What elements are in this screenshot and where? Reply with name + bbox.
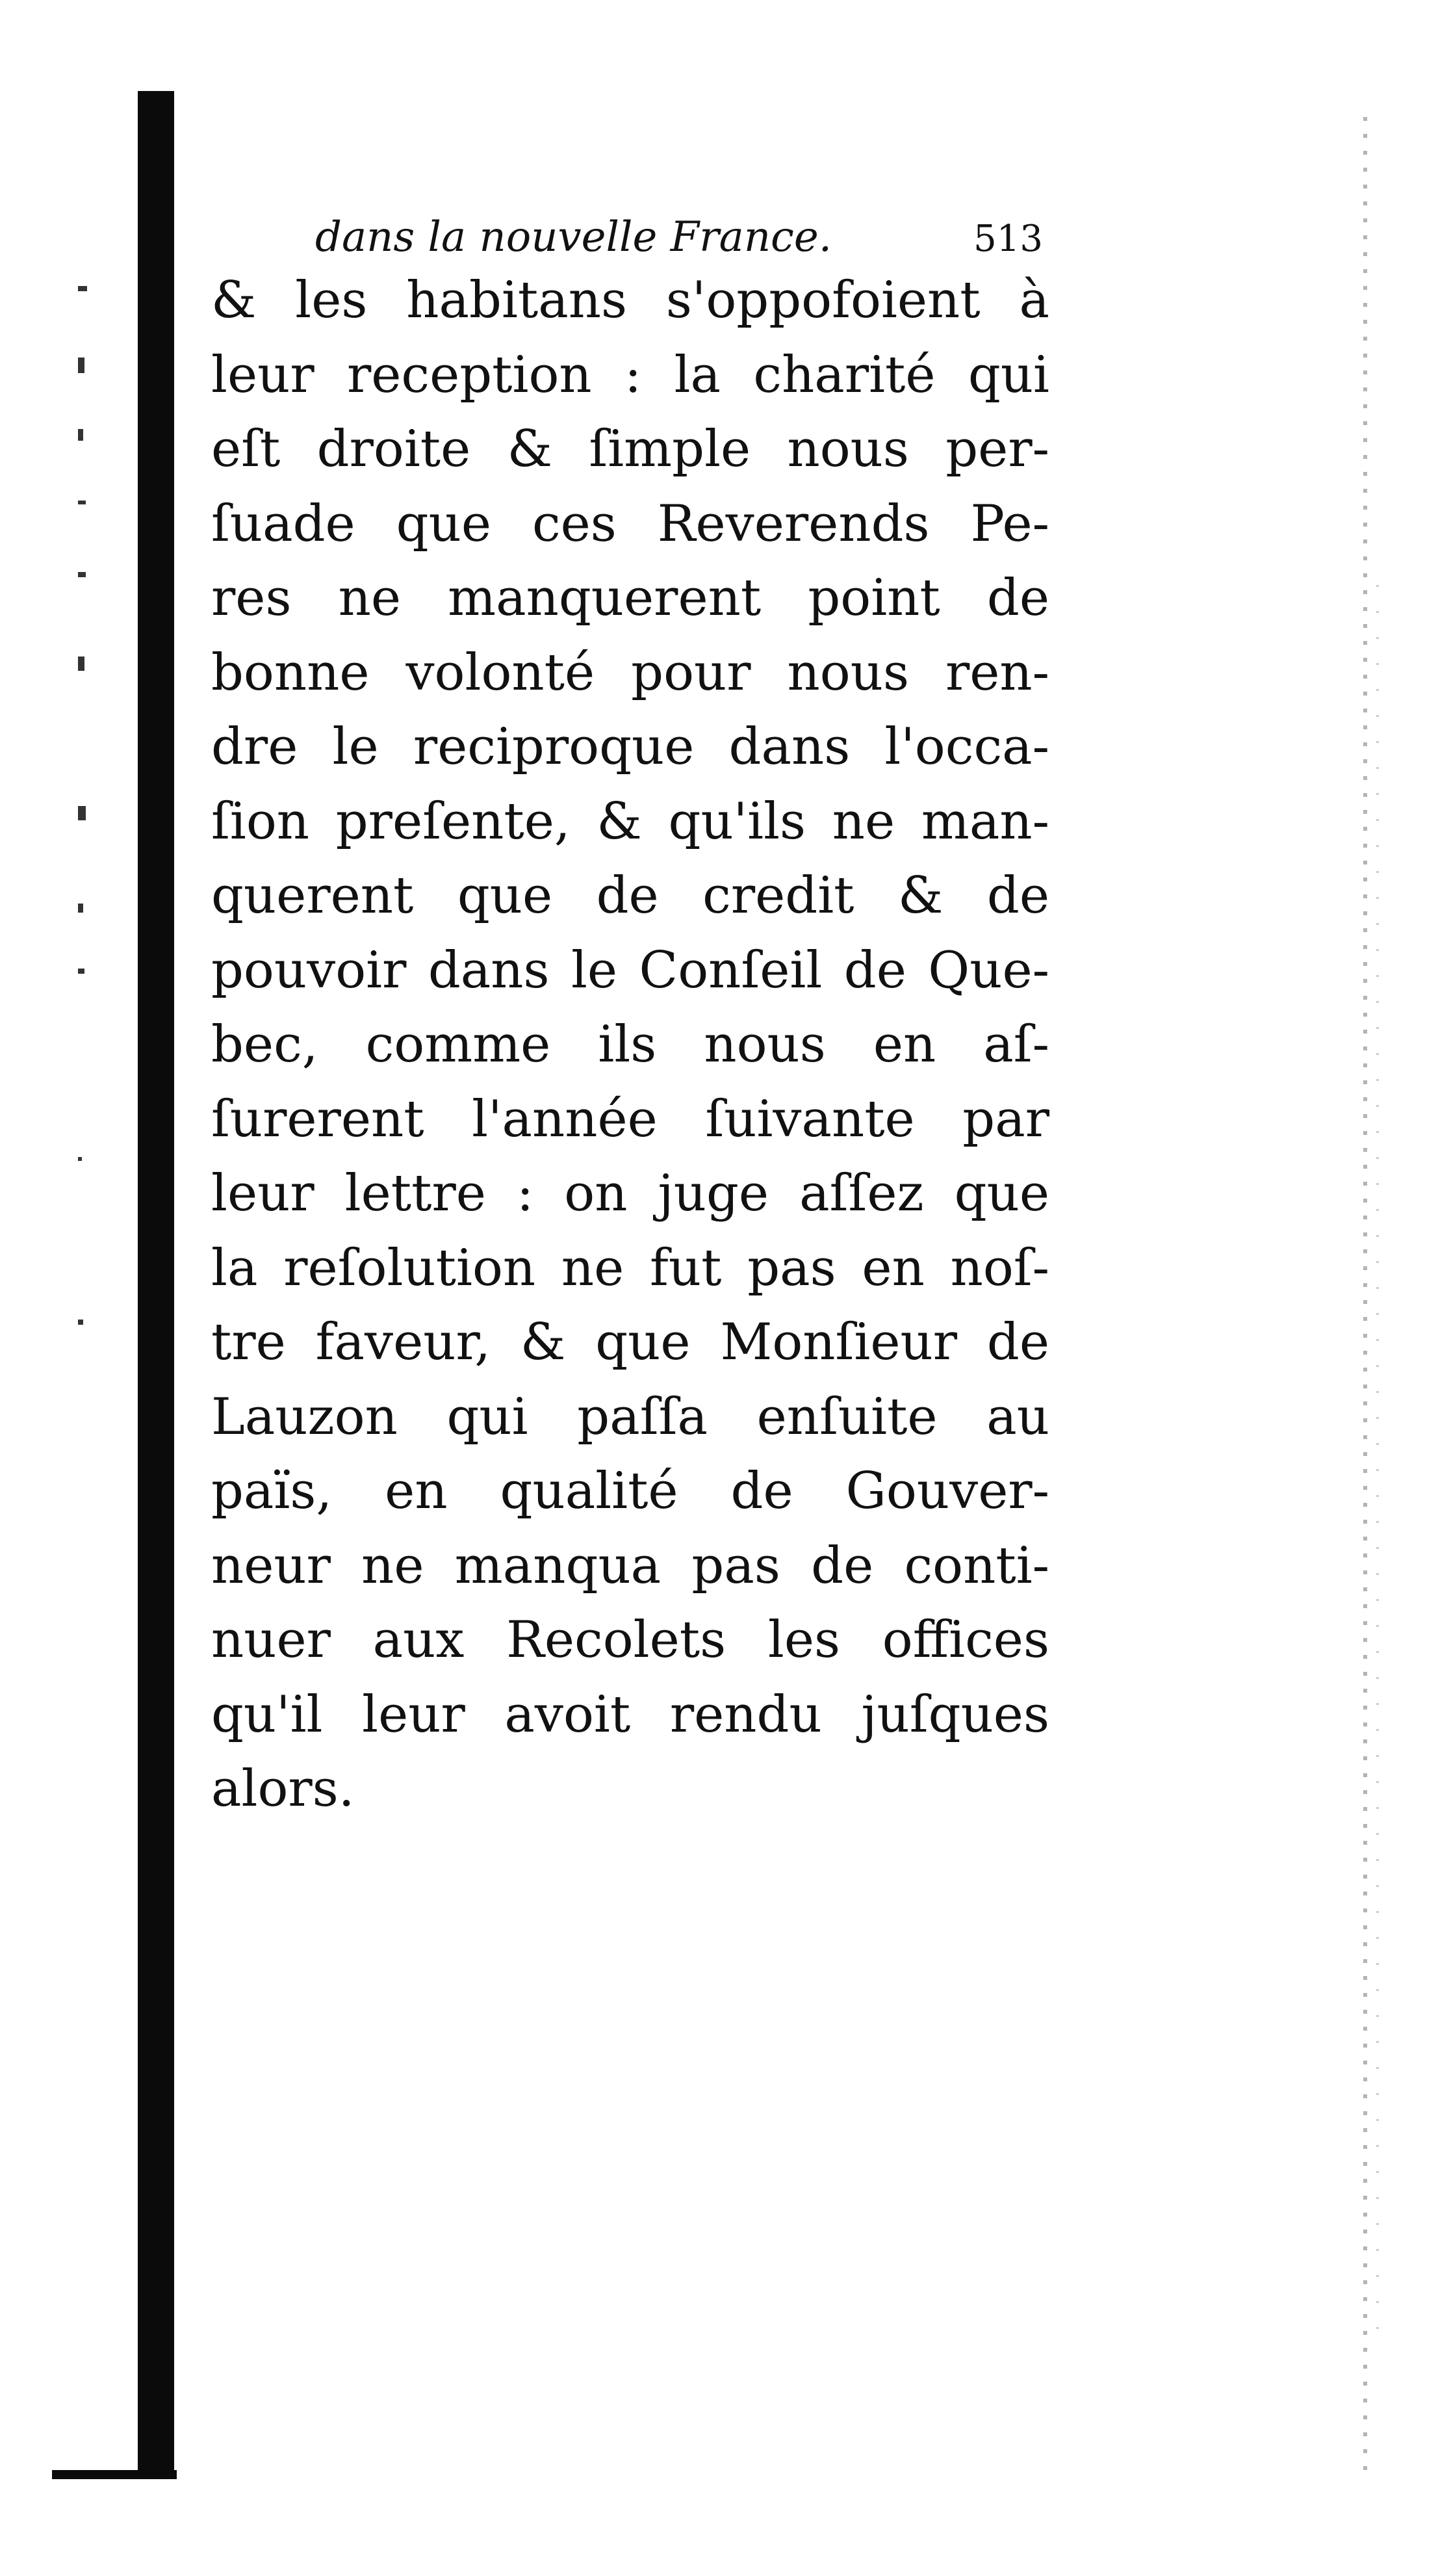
body-line: res ne manquerent point de	[211, 569, 1049, 627]
body-line: ſion preſente, & qu'ils ne man-	[211, 792, 1049, 851]
body-line-final: alors.	[211, 1760, 355, 1818]
body-line: ſurerent l'année ſuivante par	[211, 1089, 1049, 1149]
text-block	[211, 211, 1049, 1827]
body-line: Lauzon qui paſſa enſuite au	[211, 1387, 1049, 1446]
running-head-title: dans la nouvelle France.	[315, 213, 832, 261]
page-edge-marks-secondary	[1376, 585, 1379, 2340]
binding-gutter-foot	[52, 2470, 177, 2479]
body-line: bec, comme ils nous en aſ-	[211, 1015, 1049, 1074]
body-line: eſt droite & ſimple nous per-	[211, 420, 1049, 478]
body-line: & les habitans s'oppofoient à	[211, 271, 1049, 330]
body-line: leur reception : la charité qui	[211, 345, 1049, 404]
body-line: nuer aux Recolets les offices	[211, 1611, 1049, 1669]
body-line: dre le reciproque dans l'occa-	[211, 718, 1049, 776]
page-number: 513	[973, 218, 1043, 260]
body-line: la reſolution ne fut pas en noſ-	[211, 1238, 1049, 1297]
binding-gutter-shadow	[138, 91, 174, 2477]
body-line: ſuade que ces Reverends Pe-	[211, 494, 1049, 553]
body-line: querent que de credit & de	[211, 866, 1049, 925]
running-head	[211, 211, 1049, 263]
facing-page-bleed-marks	[78, 286, 104, 1456]
body-line: pouvoir dans le Conſeil de Que-	[211, 941, 1049, 1000]
body-line: bonne volonté pour nous ren-	[211, 643, 1049, 702]
body-line: païs, en qualité de Gouver-	[211, 1462, 1049, 1520]
body-line: tre faveur, & que Monſieur de	[211, 1313, 1049, 1372]
body-line: leur lettre : on juge aſſez que	[211, 1164, 1049, 1223]
body-line: qu'il leur avoit rendu juſques	[211, 1685, 1049, 1744]
page-edge-marks	[1363, 117, 1367, 2470]
body-line: neur ne manqua pas de conti-	[211, 1536, 1049, 1595]
